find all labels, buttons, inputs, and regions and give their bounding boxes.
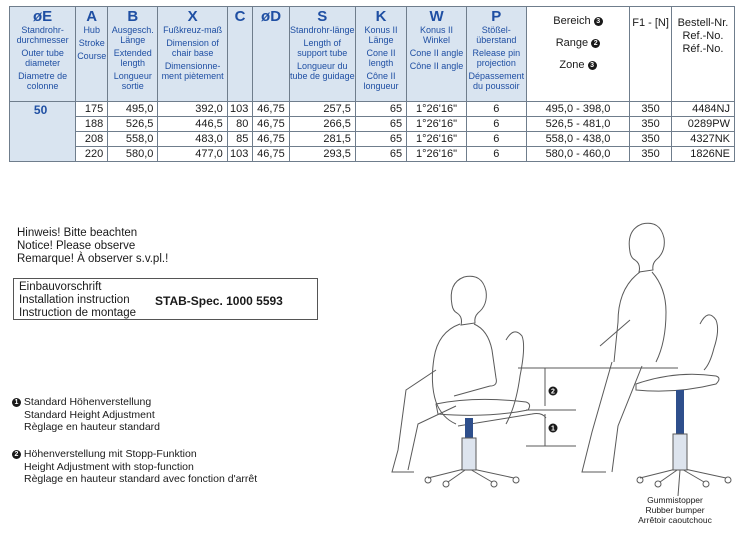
- cell-k: 65: [355, 147, 406, 162]
- col-header-extended-length: B Ausgesch. Länge Extended length Longueur sortie: [108, 7, 158, 102]
- cell-order: 0289PW: [671, 117, 734, 132]
- spec-table: [9, 6, 735, 162]
- cell-b: 495,0: [108, 102, 158, 117]
- gas-spring-left: [465, 418, 473, 438]
- cell-a: 188: [76, 117, 108, 132]
- legend-stop-fr: Règlage en hauteur standard avec fonction d'arrêt: [24, 473, 258, 485]
- cell-c: 80: [227, 117, 253, 132]
- table-row: [10, 147, 735, 162]
- rising-person-figure: [582, 223, 666, 472]
- installation-box: [13, 278, 318, 320]
- col-header-c: C: [227, 7, 253, 102]
- cell-p: 6: [466, 147, 526, 162]
- cell-f1: 350: [630, 102, 672, 117]
- cell-b: 558,0: [108, 132, 158, 147]
- cell-c: 85: [227, 132, 253, 147]
- cell-p: 6: [466, 102, 526, 117]
- rubber-leader-line: [678, 470, 680, 496]
- cell-a: 220: [76, 147, 108, 162]
- col-header-force: F1 - [N]: [630, 7, 672, 102]
- rubber-en: Rubber bumper: [645, 505, 705, 515]
- cell-p: 6: [466, 132, 526, 147]
- chair-left: [425, 332, 530, 487]
- cell-b: 580,0: [108, 147, 158, 162]
- notice-en: Notice! Please observe: [17, 240, 136, 252]
- cell-x: 483,0: [158, 132, 227, 147]
- cell-d: 46,75: [253, 117, 289, 132]
- height-dimension-lines: [518, 368, 678, 446]
- cell-d: 46,75: [253, 147, 289, 162]
- cell-x: 477,0: [158, 147, 227, 162]
- col-header-cone-length: K Konus II Länge Cone II length Cône II longueur: [355, 7, 406, 102]
- cell-k: 65: [355, 132, 406, 147]
- cell-f1: 350: [630, 117, 672, 132]
- col-header-stroke: A Hub Stroke Course: [76, 7, 108, 102]
- gas-spring-right: [676, 390, 684, 440]
- cell-w: 1°26'16": [407, 117, 467, 132]
- cell-s: 257,5: [289, 102, 355, 117]
- diameter-cell: 50: [10, 102, 76, 162]
- badge-1-icon: 1: [12, 398, 21, 407]
- cell-k: 65: [355, 117, 406, 132]
- col-header-release-pin: P Stößel-überstand Release pin projection Dépassement du poussoir: [466, 7, 526, 102]
- cell-c: 103: [227, 102, 253, 117]
- install-fr: Instruction de montage: [19, 307, 136, 319]
- cell-d: 46,75: [253, 102, 289, 117]
- notice-de: Hinweis! Bitte beachten: [17, 227, 138, 239]
- col-header-diameter: øE Standrohr-durchmesser Outer tube diameter Diametre de colonne: [10, 7, 76, 102]
- badge-2-icon: 2: [12, 450, 21, 459]
- legend-stop-de: Höhenverstellung mit Stopp-Funktion: [23, 448, 197, 460]
- rubber-fr: Arrêtoir caoutchouc: [638, 515, 712, 525]
- legend-standard-de: Standard Höhenverstellung: [23, 396, 152, 408]
- notice-fr: Remarque! À observer s.v.pl.!: [17, 253, 169, 265]
- cell-s: 293,5: [289, 147, 355, 162]
- cell-zone: 580,0 - 460,0: [526, 147, 630, 162]
- cell-w: 1°26'16": [407, 147, 467, 162]
- rubber-de: Gummistopper: [647, 495, 703, 505]
- table-row: [10, 117, 735, 132]
- cell-k: 65: [355, 102, 406, 117]
- table-row: [10, 132, 735, 147]
- badge-2-icon: 2: [591, 39, 600, 48]
- notice-block: [17, 227, 168, 266]
- cell-p: 6: [466, 117, 526, 132]
- cell-order: 4484NJ: [671, 102, 734, 117]
- cell-a: 208: [76, 132, 108, 147]
- cell-s: 266,5: [289, 117, 355, 132]
- install-de: Einbauvorschrift: [19, 281, 102, 293]
- cell-w: 1°26'16": [407, 132, 467, 147]
- col-header-chair-base: X Fußkreuz-maß Dimension of chair base Dimensionne-ment piètement: [158, 7, 227, 102]
- cell-c: 103: [227, 147, 253, 162]
- svg-text:2: 2: [551, 388, 555, 396]
- cell-zone: 526,5 - 481,0: [526, 117, 630, 132]
- chair-illustration: [340, 220, 740, 536]
- col-header-order: Bestell-Nr. Ref.-No. Réf.-No.: [671, 7, 734, 102]
- col-header-d: øD: [253, 7, 289, 102]
- col-header-tube-length: S Standrohr-länge Length of support tube Longueur du tube de guidage: [289, 7, 355, 102]
- cell-x: 446,5: [158, 117, 227, 132]
- cell-x: 392,0: [158, 102, 227, 117]
- cell-b: 526,5: [108, 117, 158, 132]
- rubber-bumper-label: [630, 495, 720, 525]
- col-header-zone: Bereich 3 Range 2 Zone 3: [526, 7, 630, 102]
- cell-a: 175: [76, 102, 108, 117]
- install-spec: STAB-Spec. 1000 5593: [155, 294, 283, 308]
- cell-f1: 350: [630, 132, 672, 147]
- marker-lower: [549, 424, 558, 433]
- cell-d: 46,75: [253, 132, 289, 147]
- legend-standard: [12, 396, 160, 434]
- badge-3b-icon: 3: [588, 61, 597, 70]
- cell-zone: 558,0 - 438,0: [526, 132, 630, 147]
- install-en: Installation instruction: [19, 294, 130, 306]
- cell-order: 1826NE: [671, 147, 734, 162]
- legend-standard-fr: Règlage en hauteur standard: [24, 421, 161, 433]
- marker-upper: [549, 387, 558, 396]
- cell-zone: 495,0 - 398,0: [526, 102, 630, 117]
- legend-standard-en: Standard Height Adjustment: [24, 408, 155, 421]
- badge-3-icon: 3: [594, 17, 603, 26]
- col-header-cone-angle: W Konus II Winkel Cone II angle Cône II angle: [407, 7, 467, 102]
- svg-text:1: 1: [551, 425, 555, 433]
- legend-stop: [12, 448, 257, 486]
- legend-stop-en: Height Adjustment with stop-function: [24, 460, 194, 473]
- table-row: [10, 102, 735, 117]
- cell-f1: 350: [630, 147, 672, 162]
- cell-order: 4327NK: [671, 132, 734, 147]
- cell-w: 1°26'16": [407, 102, 467, 117]
- cell-s: 281,5: [289, 132, 355, 147]
